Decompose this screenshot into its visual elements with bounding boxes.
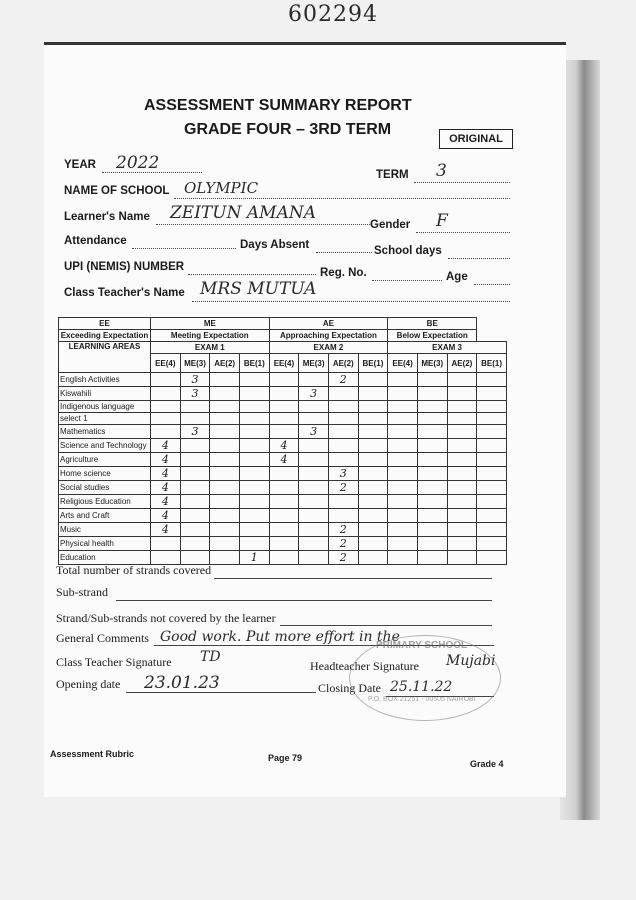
mark-cell — [358, 413, 388, 425]
level-code-ee: EE — [59, 318, 151, 330]
stamp-text-top: PRIMARY SCHOOL — [376, 640, 468, 651]
mark-cell — [299, 551, 329, 565]
mark-cell — [447, 495, 477, 509]
mark-cell — [299, 413, 329, 425]
mark-cell — [447, 551, 477, 565]
mark-cell — [299, 481, 329, 495]
learning-area: Arts and Craft — [59, 509, 151, 523]
mark-cell — [269, 481, 299, 495]
school-value: OLYMPIC — [184, 179, 259, 197]
mark-cell — [477, 551, 507, 565]
school-stamp — [349, 635, 501, 721]
level-code-be: BE — [388, 318, 477, 330]
mark-cell — [477, 481, 507, 495]
level-name-ae: Approaching Expectation — [269, 330, 388, 342]
mark-cell — [447, 425, 477, 439]
comments-value: Good work. Put more effort in the — [160, 629, 400, 645]
mark-cell — [239, 495, 269, 509]
table-row — [59, 439, 507, 453]
score-header: AE(2) — [328, 354, 358, 373]
learner-line — [156, 224, 370, 225]
report-title: ASSESSMENT SUMMARY REPORT — [144, 97, 412, 114]
mark-cell — [269, 537, 299, 551]
mark-cell — [210, 467, 240, 481]
exam-header-1: EXAM 1 — [151, 342, 270, 354]
teacher-signature: TD — [200, 649, 221, 665]
original-badge: ORIGINAL — [439, 129, 513, 149]
mark-cell — [299, 495, 329, 509]
mark-cell — [151, 537, 181, 551]
table-row — [59, 401, 507, 413]
table-row — [59, 425, 507, 439]
learning-area: English Activities — [59, 373, 151, 387]
mark-cell — [328, 413, 358, 425]
mark-cell — [417, 495, 447, 509]
mark-cell — [299, 401, 329, 413]
mark-cell — [299, 439, 329, 453]
mark-cell — [328, 509, 358, 523]
mark-cell — [477, 425, 507, 439]
mark-cell — [447, 467, 477, 481]
mark-cell — [239, 523, 269, 537]
score-header: BE(1) — [477, 354, 507, 373]
level-code-row — [59, 318, 507, 330]
strands-label: Total number of strands covered — [56, 563, 212, 577]
mark-cell — [477, 373, 507, 387]
strands-line — [214, 578, 492, 579]
not-covered-label: Strand/Sub-strands not covered by the learner — [56, 611, 276, 625]
footer-left: Assessment Rubric — [50, 749, 135, 759]
mark-cell — [151, 413, 181, 425]
page-number: Page 79 — [268, 753, 303, 763]
days-absent-label: Days Absent — [240, 239, 310, 251]
opening-date-label: Opening date — [56, 677, 121, 691]
mark-cell — [210, 373, 240, 387]
mark-cell — [388, 467, 418, 481]
mark-cell: 4 — [151, 509, 181, 523]
year-value: 2022 — [116, 153, 160, 173]
mark-cell — [358, 551, 388, 565]
mark-cell — [388, 439, 418, 453]
learning-area: Religious Education — [59, 495, 151, 509]
upi-label: UPI (NEMIS) NUMBER — [64, 261, 185, 273]
mark-cell — [358, 453, 388, 467]
learning-area: Education — [59, 551, 151, 565]
mark-cell — [388, 373, 418, 387]
mark-cell — [388, 453, 418, 467]
mark-cell — [328, 439, 358, 453]
term-line — [414, 182, 510, 183]
learning-area: Indigenous language — [59, 401, 151, 413]
mark-cell: 4 — [151, 467, 181, 481]
teacher-label: Class Teacher's Name — [64, 287, 185, 299]
table-row — [59, 523, 507, 537]
mark-cell — [299, 373, 329, 387]
mark-cell — [358, 401, 388, 413]
score-header: AE(2) — [447, 354, 477, 373]
exam-header-3: EXAM 3 — [388, 342, 507, 354]
assessment-table — [58, 317, 507, 565]
mark-cell — [210, 551, 240, 565]
mark-cell — [477, 439, 507, 453]
score-header: EE(4) — [269, 354, 299, 373]
mark-cell — [417, 453, 447, 467]
mark-cell: 4 — [151, 481, 181, 495]
mark-cell — [328, 425, 358, 439]
mark-cell: 4 — [269, 453, 299, 467]
mark-cell — [239, 537, 269, 551]
mark-cell — [358, 481, 388, 495]
mark-cell — [388, 523, 418, 537]
mark-cell — [239, 509, 269, 523]
closing-date-label: Closing Date — [318, 681, 381, 695]
mark-cell — [358, 509, 388, 523]
term-value: 3 — [436, 161, 447, 181]
gender-value: F — [436, 211, 448, 231]
table-row — [59, 509, 507, 523]
mark-cell — [269, 495, 299, 509]
gender-line — [416, 232, 510, 233]
score-header: ME(3) — [417, 354, 447, 373]
mark-cell — [417, 467, 447, 481]
gender-label: Gender — [370, 219, 411, 231]
mark-cell: 4 — [151, 495, 181, 509]
mark-cell — [180, 509, 210, 523]
mark-cell — [417, 425, 447, 439]
table-row — [59, 373, 507, 387]
mark-cell: 3 — [299, 425, 329, 439]
mark-cell — [447, 373, 477, 387]
level-code-me: ME — [151, 318, 270, 330]
mark-cell — [447, 387, 477, 401]
mark-cell — [151, 373, 181, 387]
mark-cell — [269, 387, 299, 401]
mark-cell — [417, 387, 447, 401]
table-row — [59, 467, 507, 481]
days-absent-line — [316, 252, 372, 253]
mark-cell — [358, 467, 388, 481]
mark-cell — [239, 373, 269, 387]
headteacher-signature-label: Headteacher Signature — [310, 659, 419, 673]
table-row — [59, 537, 507, 551]
age-label: Age — [446, 271, 468, 283]
table-row — [59, 453, 507, 467]
term-label: TERM — [376, 169, 409, 181]
mark-cell — [180, 401, 210, 413]
mark-cell: 2 — [328, 537, 358, 551]
mark-cell — [477, 509, 507, 523]
substrand-label: Sub-strand — [56, 585, 108, 599]
teacher-value: MRS MUTUA — [200, 279, 317, 299]
mark-cell — [358, 495, 388, 509]
mark-cell — [269, 401, 299, 413]
mark-cell — [417, 373, 447, 387]
mark-cell — [328, 401, 358, 413]
level-name-be: Below Expectation — [388, 330, 477, 342]
mark-cell — [151, 401, 181, 413]
mark-cell — [477, 401, 507, 413]
learner-label: Learner's Name — [64, 211, 150, 223]
mark-cell — [388, 495, 418, 509]
score-header: ME(3) — [299, 354, 329, 373]
mark-cell — [239, 425, 269, 439]
teacher-line — [192, 301, 510, 302]
mark-cell — [239, 401, 269, 413]
headteacher-signature: Mujabi — [446, 653, 496, 669]
learning-area: select 1 — [59, 413, 151, 425]
mark-cell — [388, 509, 418, 523]
school-label: NAME OF SCHOOL — [64, 185, 170, 197]
school-line — [174, 198, 510, 199]
stamp-text-bottom: P.O. BOX 21251 - 00505 NAIROBI — [368, 696, 476, 703]
level-name-me: Meeting Expectation — [151, 330, 270, 342]
mark-cell — [210, 523, 240, 537]
learning-area: Agriculture — [59, 453, 151, 467]
mark-cell — [358, 387, 388, 401]
mark-cell: 2 — [328, 551, 358, 565]
mark-cell — [269, 425, 299, 439]
mark-cell — [180, 481, 210, 495]
mark-cell — [210, 537, 240, 551]
mark-cell — [269, 413, 299, 425]
mark-cell — [239, 467, 269, 481]
mark-cell — [447, 439, 477, 453]
exam-header-row — [59, 342, 507, 354]
mark-cell — [328, 453, 358, 467]
score-header: EE(4) — [151, 354, 181, 373]
substrand-line — [116, 600, 492, 601]
mark-cell — [210, 453, 240, 467]
upi-line — [188, 274, 316, 275]
learning-area: Mathematics — [59, 425, 151, 439]
report-page — [44, 42, 566, 797]
mark-cell: 4 — [151, 453, 181, 467]
mark-cell — [388, 537, 418, 551]
mark-cell — [299, 523, 329, 537]
mark-cell — [477, 537, 507, 551]
mark-cell — [239, 481, 269, 495]
mark-cell — [417, 439, 447, 453]
mark-cell — [299, 453, 329, 467]
table-row — [59, 481, 507, 495]
mark-cell — [477, 523, 507, 537]
mark-cell — [358, 439, 388, 453]
table-row — [59, 387, 507, 401]
mark-cell — [388, 481, 418, 495]
mark-cell — [269, 551, 299, 565]
score-header: AE(2) — [210, 354, 240, 373]
learning-areas-header: LEARNING AREAS — [59, 342, 151, 373]
mark-cell — [210, 413, 240, 425]
mark-cell — [477, 495, 507, 509]
mark-cell — [417, 509, 447, 523]
mark-cell — [210, 509, 240, 523]
school-days-label: School days — [374, 245, 442, 257]
mark-cell — [180, 439, 210, 453]
mark-cell — [447, 401, 477, 413]
mark-cell — [299, 467, 329, 481]
mark-cell — [151, 425, 181, 439]
mark-cell — [269, 467, 299, 481]
mark-cell — [358, 425, 388, 439]
mark-cell — [447, 523, 477, 537]
table-row — [59, 495, 507, 509]
mark-cell — [180, 467, 210, 481]
mark-cell: 3 — [180, 387, 210, 401]
mark-cell — [239, 413, 269, 425]
mark-cell — [477, 453, 507, 467]
mark-cell — [210, 481, 240, 495]
mark-cell — [388, 425, 418, 439]
learning-area: Home science — [59, 467, 151, 481]
attendance-line — [132, 248, 236, 249]
comments-label: General Comments — [56, 631, 149, 645]
mark-cell — [328, 495, 358, 509]
mark-cell: 3 — [299, 387, 329, 401]
mark-cell — [477, 413, 507, 425]
score-header: BE(1) — [239, 354, 269, 373]
opening-date-value: 23.01.23 — [144, 673, 220, 693]
mark-cell — [388, 551, 418, 565]
mark-cell: 1 — [239, 551, 269, 565]
age-line — [474, 284, 510, 285]
year-label: YEAR — [64, 159, 96, 171]
mark-cell: 4 — [151, 523, 181, 537]
mark-cell — [388, 387, 418, 401]
teacher-signature-label: Class Teacher Signature — [56, 655, 172, 669]
mark-cell — [239, 453, 269, 467]
mark-cell: 3 — [180, 425, 210, 439]
mark-cell — [417, 551, 447, 565]
table-row — [59, 413, 507, 425]
mark-cell — [269, 523, 299, 537]
attendance-label: Attendance — [64, 235, 127, 247]
mark-cell — [477, 387, 507, 401]
mark-cell — [328, 387, 358, 401]
mark-cell — [417, 413, 447, 425]
level-code-ae: AE — [269, 318, 388, 330]
footer-right: Grade 4 — [470, 759, 504, 769]
reg-line — [372, 280, 442, 281]
learning-area: Physical health — [59, 537, 151, 551]
mark-cell — [388, 401, 418, 413]
mark-cell — [210, 439, 240, 453]
mark-cell: 2 — [328, 523, 358, 537]
mark-cell — [447, 481, 477, 495]
mark-cell — [447, 509, 477, 523]
mark-cell — [180, 453, 210, 467]
mark-cell — [417, 537, 447, 551]
mark-cell: 4 — [151, 439, 181, 453]
mark-cell — [417, 401, 447, 413]
mark-cell — [210, 401, 240, 413]
mark-cell — [417, 481, 447, 495]
mark-cell — [299, 537, 329, 551]
learning-area: Music — [59, 523, 151, 537]
reg-label: Reg. No. — [320, 267, 367, 279]
mark-cell — [151, 387, 181, 401]
mark-cell — [210, 495, 240, 509]
level-name-ee: Exceeding Expectation — [59, 330, 151, 342]
mark-cell — [477, 467, 507, 481]
mark-cell: 3 — [328, 467, 358, 481]
mark-cell — [269, 373, 299, 387]
mark-cell — [447, 537, 477, 551]
mark-cell: 2 — [328, 481, 358, 495]
score-header: ME(3) — [180, 354, 210, 373]
mark-cell — [388, 413, 418, 425]
score-header: EE(4) — [388, 354, 418, 373]
learner-value: ZEITUN AMANA — [170, 203, 316, 223]
learning-area: Kiswahili — [59, 387, 151, 401]
mark-cell — [417, 523, 447, 537]
not-covered-line — [280, 625, 492, 626]
exam-header-2: EXAM 2 — [269, 342, 388, 354]
score-header: BE(1) — [358, 354, 388, 373]
mark-cell — [358, 373, 388, 387]
learning-area: Social studies — [59, 481, 151, 495]
mark-cell — [180, 537, 210, 551]
mark-cell — [447, 413, 477, 425]
mark-cell — [180, 523, 210, 537]
mark-cell — [180, 495, 210, 509]
mark-cell — [180, 413, 210, 425]
closing-date-value: 25.11.22 — [390, 679, 453, 695]
mark-cell — [210, 425, 240, 439]
learning-area: Science and Technology — [59, 439, 151, 453]
level-name-row — [59, 330, 507, 342]
school-days-line — [448, 258, 510, 259]
mark-cell — [239, 439, 269, 453]
mark-cell — [447, 453, 477, 467]
mark-cell: 3 — [180, 373, 210, 387]
mark-cell — [269, 509, 299, 523]
mark-cell — [239, 387, 269, 401]
mark-cell — [210, 387, 240, 401]
mark-cell: 2 — [328, 373, 358, 387]
report-subtitle: GRADE FOUR – 3RD TERM — [184, 121, 392, 138]
mark-cell: 4 — [269, 439, 299, 453]
mark-cell — [358, 523, 388, 537]
mark-cell — [299, 509, 329, 523]
top-handwritten-number: 602294 — [288, 2, 378, 27]
scan-page-edge — [560, 60, 600, 820]
mark-cell — [358, 537, 388, 551]
